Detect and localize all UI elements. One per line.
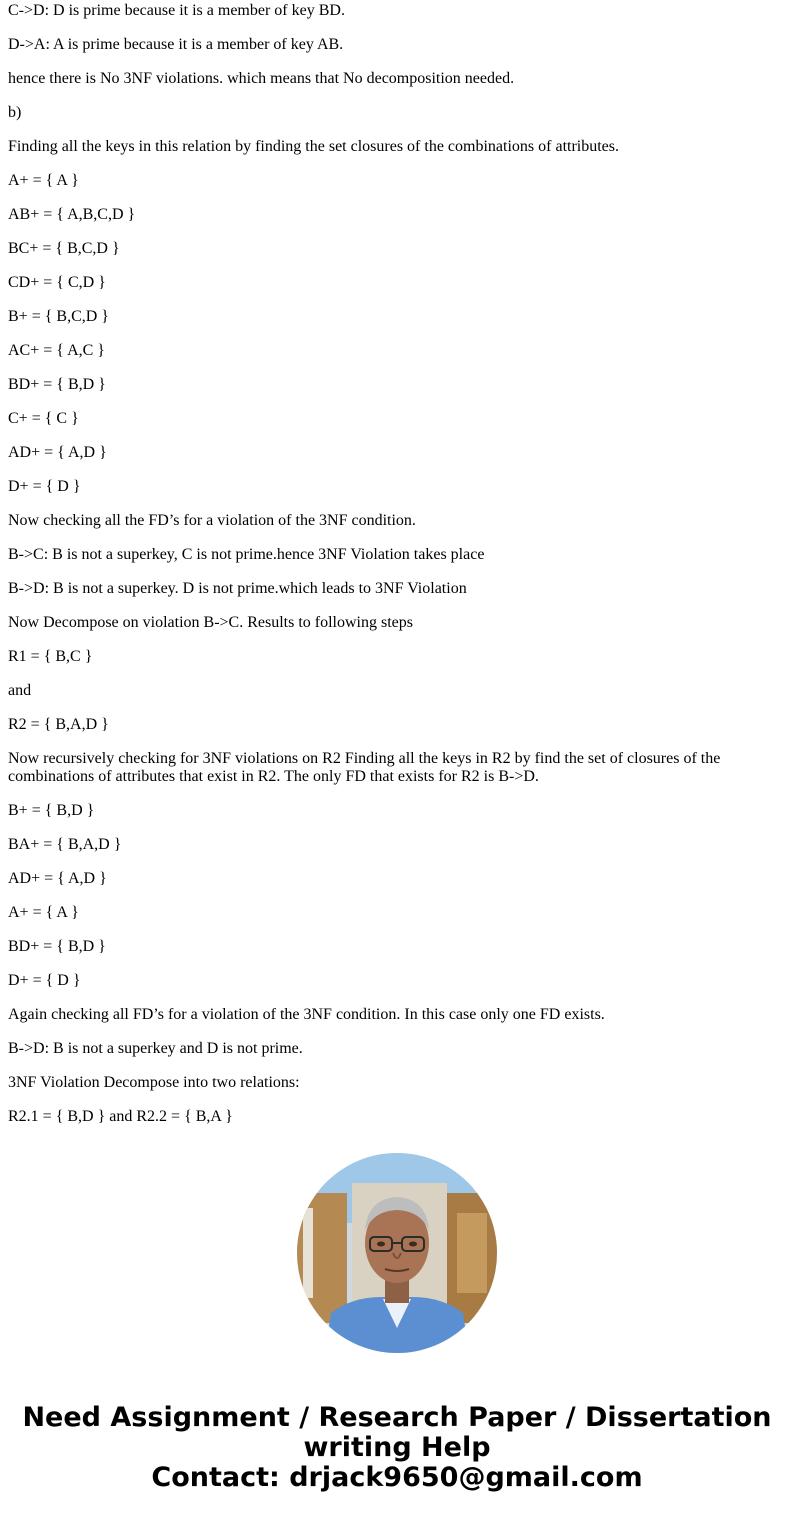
text-line: BC+ = { B,C,D } [8,240,120,257]
document-body [8,0,778,1142]
text-line: A+ = { A } [8,172,79,189]
text-line: b) [8,104,22,121]
person-photo-icon [297,1153,497,1353]
text-line: B+ = { B,D } [8,802,95,819]
text-line: Finding all the keys in this relation by finding the set closures of the combinations of attributes. [8,138,620,155]
text-line: and [8,682,32,699]
text-line: R2 = { B,A,D } [8,716,109,733]
text-line: C+ = { C } [8,410,79,427]
author-photo [297,1153,497,1353]
text-line: D+ = { D } [8,478,81,495]
text-line: AC+ = { A,C } [8,342,105,359]
promo-banner [0,1403,794,1493]
promo-subheadline: writing Help [303,1432,491,1463]
text-line: Now checking all the FD’s for a violation of the 3NF condition. [8,512,416,529]
promo-contact: Contact: drjack9650@gmail.com [151,1462,643,1493]
promo-headline: Need Assignment / Research Paper / Dissertation [22,1402,772,1433]
text-line: R2.1 = { B,D } and R2.2 = { B,A } [8,1108,233,1125]
text-line: C->D: D is prime because it is a member of key BD. [8,2,345,19]
text-line: AB+ = { A,B,C,D } [8,206,136,223]
text-line: B+ = { B,C,D } [8,308,109,325]
text-line: AD+ = { A,D } [8,444,107,461]
text-line: A+ = { A } [8,904,79,921]
text-line: D->A: A is prime because it is a member of key AB. [8,36,344,53]
text-line: Again checking all FD’s for a violation of the 3NF condition. In this case only one FD exists. [8,1006,605,1023]
text-line: CD+ = { C,D } [8,274,106,291]
text-line: hence there is No 3NF violations. which means that No decomposition needed. [8,70,515,87]
text-line: B->D: B is not a superkey. D is not prime.which leads to 3NF Violation [8,580,467,597]
text-line: BA+ = { B,A,D } [8,836,122,853]
text-line: B->C: B is not a superkey, C is not prime.hence 3NF Violation takes place [8,546,485,563]
text-line: 3NF Violation Decompose into two relations: [8,1074,300,1091]
text-line: B->D: B is not a superkey and D is not prime. [8,1040,303,1057]
text-line: R1 = { B,C } [8,648,93,665]
text-line: BD+ = { B,D } [8,376,106,393]
text-line: Now Decompose on violation B->C. Results to following steps [8,614,413,631]
text-line: D+ = { D } [8,972,81,989]
document-lines [8,2,778,1126]
text-line: AD+ = { A,D } [8,870,107,887]
text-line: BD+ = { B,D } [8,938,106,955]
text-line: Now recursively checking for 3NF violations on R2 Finding all the keys in R2 by find the set of closures of the combinations of attributes that exist in R2. The only FD that exists for R2 is B->D. [8,750,721,785]
